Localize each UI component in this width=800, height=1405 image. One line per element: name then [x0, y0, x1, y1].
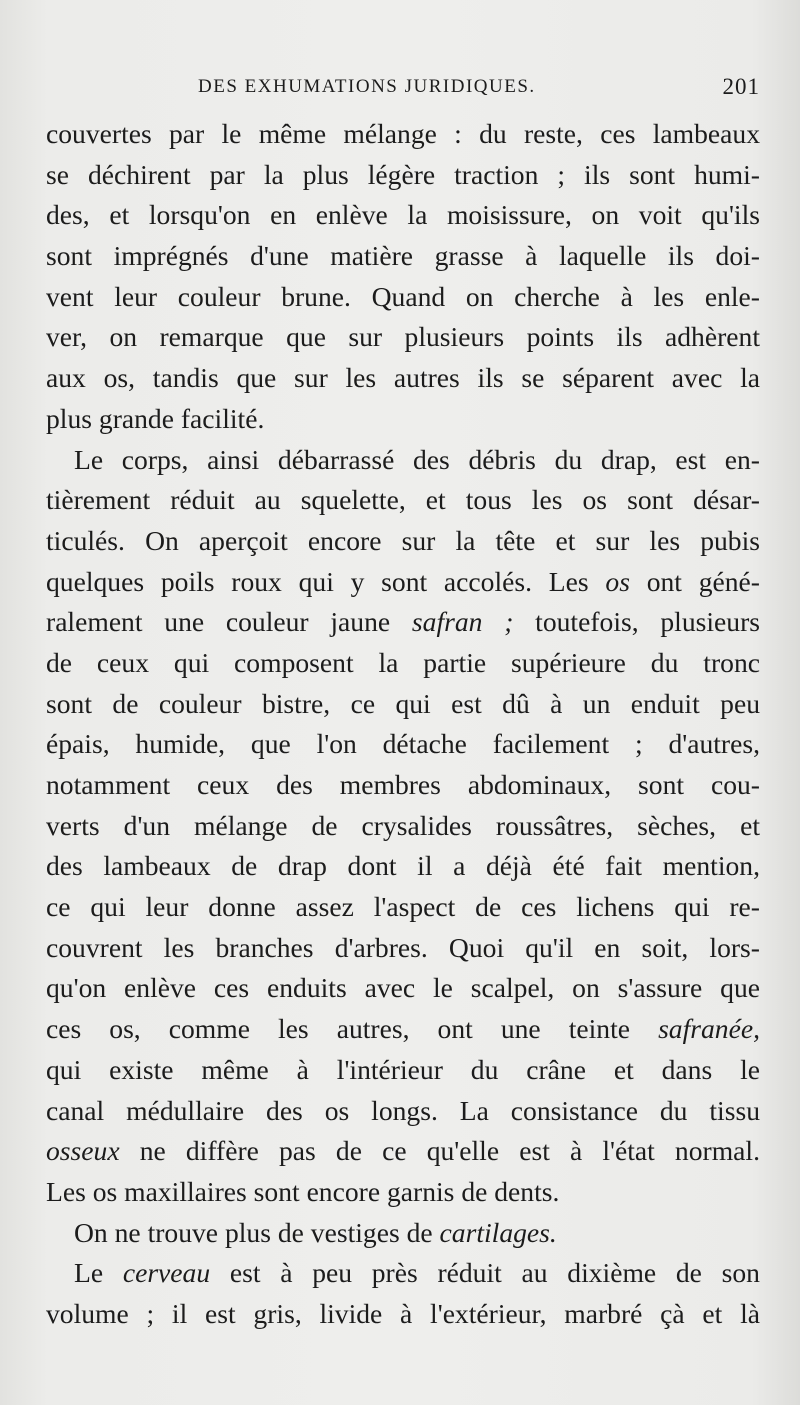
- page-number: 201: [722, 74, 760, 99]
- text-line: [46, 602, 760, 643]
- text-line: ticulés. On aperçoit encore sur la tête et sur les pubis: [46, 524, 760, 556]
- text-segment: On ne trouve plus de vestiges de: [74, 1216, 433, 1248]
- text-line: couvertes par le même mélange : du reste, ces lambeaux: [46, 118, 760, 149]
- text-line: [46, 1131, 760, 1172]
- text-line: sont de couleur bistre, ce qui est dû à un enduit peu: [46, 687, 760, 719]
- italic-term: safran ;: [411, 606, 514, 638]
- text-line: qu'on enlève ces enduits avec le scalpel, on s'assure que: [46, 972, 760, 1004]
- text-line: vent leur couleur brune. Quand on cherche à les enle-: [46, 280, 760, 312]
- text-segment: ces os, comme les autres, ont une teinte: [46, 1013, 631, 1045]
- text-line: sont imprégnés d'une matière grasse à laquelle ils doi-: [46, 240, 760, 272]
- text-line: qui existe même à l'intérieur du crâne et dans le: [46, 1053, 760, 1085]
- text-segment: ne diffère pas de ce qu'elle est à l'état normal.: [139, 1135, 760, 1167]
- body-text: [46, 114, 760, 1335]
- text-line: de ceux qui composent la partie supérieure du tronc: [46, 646, 760, 678]
- text-line: verts d'un mélange de crysalides roussâtres, sèches, et: [46, 809, 760, 841]
- text-line: ce qui leur donne assez l'aspect de ces lichens qui re-: [46, 891, 760, 923]
- italic-term: cerveau: [122, 1257, 211, 1289]
- text-segment: Le: [74, 1257, 104, 1289]
- paragraph-start-line: Le corps, ainsi débarrassé des débris du drap, est en-: [74, 443, 760, 475]
- text-line: aux os, tandis que sur les autres ils se séparent avec la: [46, 362, 760, 394]
- text-segment: ont géné-: [646, 565, 760, 597]
- text-line: notamment ceux des membres abdominaux, sont cou-: [46, 769, 760, 800]
- page-header: [46, 74, 766, 104]
- text-segment: ralement une couleur jaune: [46, 606, 391, 638]
- text-line: épais, humide, que l'on détache facilement ; d'autres,: [46, 728, 760, 760]
- text-line: volume ; il est gris, livide à l'extérieur, marbré çà et là: [46, 1297, 760, 1329]
- running-title: DES EXHUMATIONS JURIDIQUES.: [198, 76, 536, 97]
- text-line: [46, 1009, 760, 1050]
- text-segment: quelques poils roux qui y sont accolés. Les: [46, 565, 589, 597]
- text-line: [46, 562, 760, 603]
- text-line: plus grande facilité.: [46, 402, 265, 434]
- text-line: des lambeaux de drap dont il a déjà été fait mention,: [46, 850, 760, 882]
- text-segment: toutefois, plusieurs: [535, 606, 761, 638]
- text-line: couvrent les branches d'arbres. Quoi qu'il en soit, lors-: [46, 931, 760, 963]
- text-line: tièrement réduit au squelette, et tous les os sont désar-: [46, 484, 760, 516]
- text-segment: est à peu près réduit au dixième de son: [229, 1257, 760, 1289]
- italic-term: os: [605, 565, 630, 597]
- italic-term: safranée,: [658, 1013, 760, 1045]
- text-line: ver, on remarque que sur plusieurs points ils adhèrent: [46, 321, 760, 353]
- text-line: Les os maxillaires sont encore garnis de dents.: [46, 1175, 560, 1207]
- italic-term: osseux: [46, 1135, 120, 1167]
- paragraph-start-line: [46, 1213, 760, 1254]
- paragraph-start-line: [46, 1253, 760, 1294]
- text-line: des, et lorsqu'on en enlève la moisissure, on voit qu'ils: [46, 199, 760, 231]
- italic-term: cartilages.: [439, 1216, 557, 1248]
- text-line: se déchirent par la plus légère traction ; ils sont humi-: [46, 158, 760, 190]
- text-line: canal médullaire des os longs. La consistance du tissu: [46, 1094, 760, 1126]
